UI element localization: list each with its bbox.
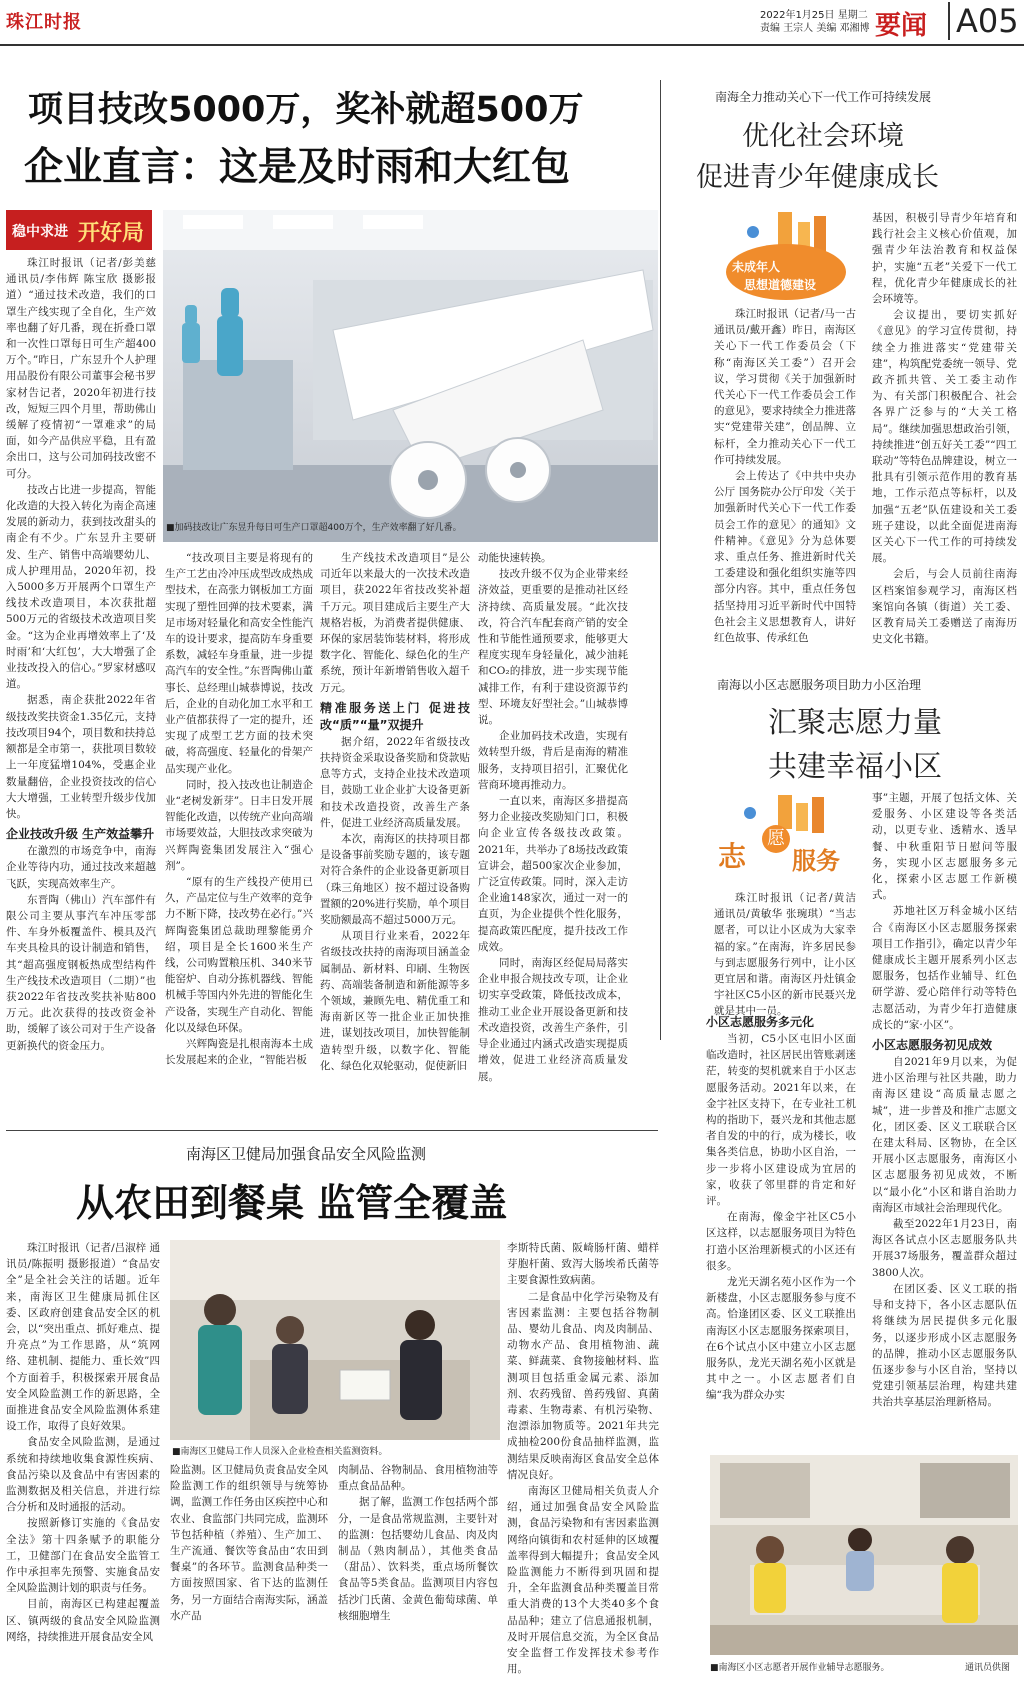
lead-title-line2: 企业直言：这是及时雨和大红包 <box>24 145 571 190</box>
paragraph: “技改项目主要是将现有的生产工艺由冷冲压成型改成热成型技术，在高张力钢板加工方面实现了塑性回弹的技术要素，满足市场对轻量化和高安全性能汽车的设计要求，提高防车身重要系数，减轻车身重量，进一步提高汽车的安全性。”东晋陶佛山董事长、总经理山城恭博说，技改后，企业的自动化加工水平和工业产值都获得了一定的提升，还实现了成型工艺方面的技术突破，将高强度、轻量化的骨架产品实现产业化。 <box>165 552 313 775</box>
paragraph: 据了解，监测工作包括两个部分，一是食品常规监测，主要针对的监测：包括婴幼儿食品、肉及肉制品（熟肉制品），其他类食品（甜品）、饮料类，重点场所餐饮食品等5类食品。监测项目内容包括沙门氏菌、金黄色葡萄球菌、单核细胞增生 <box>338 1496 498 1622</box>
lead-title-line1: 项目技改5000万，奖补就超500万 <box>28 90 584 130</box>
paragraph: 截至2022年1月23日，南海区各试点小区志愿服务队共开展37场服务，覆盖群众超过3800人次。 <box>872 1218 1017 1279</box>
volunteer-logo-text1: 志 <box>718 840 747 873</box>
youth-title-line1: 优化社会环境 <box>742 121 904 152</box>
paragraph: 自2021年9月以来，为促进小区治理与社区共融，助力南海区建设“高质量志愿之城”，进一步普及和推广志愿文化，团区委、区义工联联合区在建太科局、区物协，在全区开展小区志愿服务，南海区小区志愿服务初见成效，不断以“最小化”小区和谐自治助力南海区市域社会治理现代化。 <box>872 1056 1017 1214</box>
paragraph: 据悉，南企获批2022年省级技改奖扶资金1.35亿元，支持技改项目94个，项目数和扶持总额都是全市第一，获批项目数较上一年度猛增104%，受惠企业数量翻倍，企业投资技改的信心大大增强，工业转型升级步伐加快。 <box>6 694 156 820</box>
paragraph: 从项目行业来看，2022年省级技改扶持的南海项目涵盖金属制品、新材料、印刷、生物医药、高端装备制造和新能源等多个领域，兼顾先电、精优重工和海南新区等一批企业正加快推进，谋划技改项目，加快智能制造转型升级，以数字化、智能化、绿色化双轮驱动，促使新旧 <box>320 930 470 1072</box>
volunteer-logo <box>716 795 856 885</box>
lead-column-2 <box>165 550 313 1067</box>
paragraph: 技改升级不仅为企业带来经济效益，更重要的是推动社区经济持续、高质量发展。“此次技改，符合汽车配套商产销的安全性和节能性通预要求，能够更大程度实现车身轻量化，减少油耗和CO₂的排放，进一步实现节能减排工作，有利于建设资源节约型、环境友好型社会。”山城恭博说。 <box>478 568 628 727</box>
paragraph: 据介绍，2022年省级技改扶持资金采取设备奖励和贷款贴息等方式，支持企业技术改造项目，鼓励工业企业扩大设备更新和技术改造投资，改善生产条件，促进工业经济高质量发展。 <box>320 735 470 829</box>
food-photo <box>170 1240 500 1440</box>
paragraph: 当初，C5小区屯旧小区面临改造时，社区居民出管账剥迷茫，转变的契机就来自于小区志愿服务活动。2021年以来，在金宇社区支持下，在专业社工机构的指助下，聂兴龙和其他志愿者自发的中的行，成为楼长，收集各类信息，协助小区自治，一步一步将小区建设成为宜居的家，收获了邻里群的肯定和好评。 <box>706 1033 856 1208</box>
youth-column-right <box>872 210 1017 646</box>
paragraph: 同时，南海区经促局局落实企业申报合规技改专项，让企业切实享受政策，降低技改成本，推动工业企业开展设备更新和技术改造投资，改善生产条件，引导企业通过内涵式改造实现提质增效，促进工业经济高质量发展。 <box>478 957 628 1083</box>
paragraph: 会后，与会人员前往南海区档案馆参观学习，南海区档案馆向各镇（街道）关工委、区教育局关工委赠送了南海历史文化书籍。 <box>872 568 1017 646</box>
factory-photo <box>163 210 658 542</box>
youth-logo-text2: 思想道德建设 <box>744 278 817 292</box>
paragraph: 南海区卫健局相关负责人介绍，通过加强食品安全风险监测，食品污染物和有害因素监测网络向镇街和农村延伸的区域覆盖率得到大幅提升；食品安全风险监测能力不断得到巩固和提升，全年监测食品种类覆盖目常重大消费的13个大类40多个食品品种；建立了信息通报机制，及时开展信息交流，为全区食品安全监督工作发挥技术参考作用。 <box>507 1485 659 1676</box>
volunteer-photo <box>710 1455 1018 1655</box>
paragraph: 二是食品中化学污染物及有害因素监测：主要包括谷物制品、婴幼儿食品、肉及肉制品、动物水产品、食用植物油、蔬菜、鲜蔬菜、食物接触材料、监测项目包括重金属元素、添加剂、农药残留、兽药残留、真菌毒素、生物毒素、有机污染物、泡漂添加物质等。2021年共完成抽检200份食品抽样监测，监测结果反映南海区食品安全总体情况良好。 <box>507 1290 659 1481</box>
paragraph: 在团区委、区义工联的指导和支持下，各小区志愿队伍将继续为居民提供多元化服务，以逐步形成小区志愿服务的品牌，推动小区志愿服务队伍逐步参与小区自治，坚持以党建引领基层治理，构建共建共治共享基层治理新格局。 <box>872 1282 1017 1409</box>
date: 2022年1月25日 星期二 <box>760 10 868 21</box>
paragraph: 动能快速转换。 <box>478 552 552 564</box>
volunteer-logo-text3: 服务 <box>792 847 840 875</box>
paragraph: 本次，南海区的扶持项目都是设备事前奖励专题的，该专题对符合条件的企业设备更新项目（珠三角地区）按不超过设备购置额的20%进行奖励，单个项目奖励额最高不超过5000万元。 <box>320 833 470 927</box>
section-divider <box>6 1130 658 1131</box>
food-photo-illustration <box>170 1240 500 1440</box>
paragraph: 兴辉陶瓷是扎根南海本土成长发展起来的企业，“智能岩板 <box>165 1038 313 1067</box>
paragraph: 肉制品、谷物制品、食用植物油等重点食品品种。 <box>338 1464 498 1493</box>
food-column-2 <box>170 1462 328 1675</box>
lead-photo-caption: ■加码技改让广东昱升每日可生产口罩超400万个，生产效率翻了好几番。 <box>166 523 462 533</box>
youth-kicker: 南海全力推动关心下一代工作可持续发展 <box>715 90 932 104</box>
factory-photo-illustration <box>163 210 658 542</box>
food-title: 从农田到餐桌 监管全覆盖 <box>76 1181 508 1225</box>
youth-title-line2: 促进青少年健康成长 <box>696 162 939 193</box>
paragraph: 珠江时报讯（记者/马一古 通讯员/戴开鑫）昨日，南海区关心下一代工作委员会（下称“南海区关工委”）召开会议，学习贯彻《关于加强新时代关心下一代工作委员会工作的意见》，要求持续全力推进落实“党建带关建”，创品牌、立标杆，全力推动关心下一代工作可持续发展。 <box>714 308 856 466</box>
section-name: 要闻 <box>875 11 928 41</box>
lead-column-1 <box>6 255 156 1052</box>
page-number: A05 <box>948 2 1019 40</box>
masthead <box>0 0 1024 46</box>
volunteer-column-left <box>714 890 856 1018</box>
food-kicker: 南海区卫健局加强食品安全风险监测 <box>186 1145 427 1163</box>
volunteer-column-right <box>872 790 1017 1450</box>
paragraph: 会上传达了《中共中央办公厅 国务院办公厅印发〈关于加强新时代关心下一代工作委员会工作的意见〉的通知》文件精神。《意见》分为总体要求、重点任务、推进新时代关工委建设和强化组织实施等四部分内容。其中，重点任务包括坚持用习近平新时代中国特色社会主义思想教育人，讲好红色故事、传承红色 <box>714 470 856 645</box>
newspaper-logo: 珠江时报 <box>6 12 82 33</box>
paragraph: 苏地社区万科金城小区结合《南海区小区志愿服务探索项目工作指引》，确定以青少年健康成长主题开展系列小区志愿服务，包括作业辅导、红色研学游、爱心陪伴行动等特色志愿活动，为青少年打造健康成长的“家·小区”。 <box>872 905 1017 1031</box>
food-column-4 <box>507 1240 659 1675</box>
paragraph: 企业加码技术改造，实现有效转型升级，背后是南海的精准服务，支持项目招引，汇聚优化营商环境再推动力。 <box>478 730 628 791</box>
youth-logo-text1: 未成年人 <box>732 260 781 274</box>
paragraph: 险监测。区卫健局负责食品安全风险监测工作的组织领导与统筹协调，监测工作任务由区疾控中心和农业、食监部门共同完成，监测环节包括种植（养殖）、生产加工、生产流通、餐饮等食品由“农田到餐桌”的各环节。监测食品种类一方面按照国家、省下达的监测任务，另一方面结合南海实际，涵盖水产品 <box>170 1464 328 1622</box>
paragraph: 基因，积极引导青少年培育和践行社会主义核心价值观，加强青少年法治教育和权益保护，实施“五老”关爱下一代工程，优化青少年健康成长的社会环境等。 <box>872 212 1017 306</box>
volunteer-photo-credit: 通讯员供图 <box>965 1663 1011 1673</box>
editors: 责编 王宗人 美编 邓湘博 <box>760 23 870 34</box>
lead-subheading-2: 精准服务送上门 促进技改“质”“量”双提升 <box>320 700 470 732</box>
paragraph: 东晋陶（佛山）汽车部件有限公司主要从事汽车冲压零部件、车身外板覆盖件、模具及汽车夹具检具的设计制造和销售，其“超高强度钢板热成型结构件生产线技术改造项目（二期）”也获2022年省技改奖扶补贴800万元。此次获得的技改资金补助，缓解了该公司对于生产设备更新换代的资金压力。 <box>6 893 156 1052</box>
paragraph: 在南海，像金宇社区C5小区这样，以志愿服务项目为特色打造小区治理新模式的小区还有很多。 <box>706 1211 856 1272</box>
paragraph: 会议提出，要切实抓好《意见》的学习宣传贯彻，持续全力推进落实“党建带关建”，构筑配党委统一领导、党政齐抓共管、关工委主动作为、有关部门积极配合、社会各界广泛参与的“大关工格局”。继续加强思想政治引领，持续推进“创五好关工委”“四工联动”等特色品牌建设，树立一批具有引领示范作用的教育基地，工作示范点等标杆，以及加强“五老”队伍建设和关工委班子建设，以此全面促进南海区关心下一代工作的可持续发展。 <box>872 309 1017 565</box>
volunteer-subheading-left: 小区志愿服务多元化 <box>706 1015 815 1029</box>
paragraph: 事”主题，开展了包括文体、关爱服务、小区建设等各类活动，以更专业、透精水、透早餐、中秋重阳节日慰问等服务，实现小区志愿服务多元化，探索小区志愿工作新模式。 <box>872 792 1017 902</box>
volunteer-photo-caption: ■南海区小区志愿者开展作业辅导志愿服务。 <box>710 1663 890 1673</box>
lead-subheading-1: 企业技改升级 生产效益攀升 <box>6 827 155 842</box>
volunteer-column-left-b <box>706 1010 856 1450</box>
youth-logo <box>718 212 858 302</box>
food-column-1 <box>6 1240 160 1675</box>
paragraph: 按照新修订实施的《食品安全法》第十四条赋予的职能分工，卫健部门在食品安全监管工作中承担率先预警、实施食品安全风险监测计划的职责与任务。 <box>6 1517 160 1595</box>
volunteer-photo-illustration <box>710 1455 1018 1655</box>
paragraph: 生产线技术改造项目”是公司近年以来最大的一次技术改造项目，获2022年省技改奖补超千万元。项目建成后主要生产大规格岩板，为消费者提供健康、环保的家居装饰装材料，将形成数字化、智能化、绿色化的生产系统，预计年新增销售收入超千万元。 <box>320 552 470 694</box>
paragraph: 珠江时报讯（记者/彭美慈 通讯员/李伟辉 陈宝欣 摄影报道）“通过技术改造，我们的口罩生产线实现了全自化，生产效率也翻了好几番，现在折叠口罩和一次性口罩每日可生产超400万个。”昨日，广东昱升个人护理用品股份有限公司董事会秘书罗家材告记者，2020年初进行技改，短短三四个月里，帮助佛山缓解了疫情初“一罩难求”的局面，如今产品供应平稳，且有盈余出口，这与公司加码技改密不可分。 <box>6 257 156 480</box>
lead-column-4 <box>478 550 628 1083</box>
dateline <box>760 9 870 35</box>
paragraph: 李斯特氏菌、阪崎肠杆菌、蜡样芽胞杆菌、致泻大肠埃希氏菌等主要食源性致病菌。 <box>507 1242 659 1287</box>
volunteer-title-line1: 汇聚志愿力量 <box>768 705 943 739</box>
paragraph: 目前，南海区已构建起覆盖区、镇两级的食品安全风险监测网络，持续推进开展食品安全风 <box>6 1598 160 1643</box>
paragraph: “原有的生产线投产使用已久，产品定位与生产效率的竞争力不断下降，技改势在必行。”兴辉陶瓷集团总裁助理黎能勇介绍，项目是全长1600米生产线，公司购置粮压机、340米节能窑炉、自动分拣机器线、智能机械手等国内外先进的智能化生产设备，实现生产自动化、智能化以及绿色环保。 <box>165 876 313 1034</box>
badge-text-b: 开好局 <box>78 221 145 246</box>
paragraph: 同时，投入技改也让制造企业“老树发新芽”。日丰日发开展智能化改造，以传统产业向高端市场要效益，大胆技改求突破为兴辉陶瓷集团发展注入“强心剂”。 <box>165 778 313 872</box>
volunteer-logo-text2: 愿 <box>762 825 790 853</box>
food-photo-caption: ■南海区卫健局工作人员深入企业检查相关监测资料。 <box>172 1447 388 1457</box>
youth-column-left <box>714 306 856 645</box>
food-column-3 <box>338 1462 498 1675</box>
volunteer-kicker: 南海以小区志愿服务项目助力小区治理 <box>717 678 922 692</box>
column-badge <box>6 210 152 250</box>
paragraph: 珠江时报讯（记者/黄洁 通讯员/黄敏华 张琬琪）“当志愿者，可以让小区成为大家幸福的家。”在南海，许多居民参与到志愿服务行列中，让小区更宜居和谐。南海区丹灶镇金宇社区C5小区的新市民聂兴龙就是其中一员。 <box>714 892 856 1018</box>
paragraph: 在激烈的市场竞争中，南海企业等待内功，通过技改来超越飞跃，实现高效率生产。 <box>6 845 156 890</box>
volunteer-title-line2: 共建幸福小区 <box>768 749 943 783</box>
paragraph: 龙光天湖名苑小区作为一个新楼盘，小区志愿服务参与度不高。恰逢团区委、区义工联推出南海区小区志愿服务探索项目，在6个试点小区中建立小区志愿服务队，龙光天湖名苑小区就是其中之一。小区志愿者们自编“我为群众办实 <box>706 1276 856 1402</box>
lead-column-3 <box>320 550 470 1072</box>
paragraph: 食品安全风险监测，是通过系统和持续地收集食源性疾病、食品污染以及食品中有害因素的监测数据及相关信息，并进行综合分析和及时通报的活动。 <box>6 1436 160 1514</box>
volunteer-subheading-right: 小区志愿服务初见成效 <box>872 1038 993 1053</box>
badge-text-a: 稳中求进 <box>12 224 68 240</box>
paragraph: 一直以来，南海区多措提高努力企业接改奖励知门口，积极向企业宣传各级技改政策。2021年，共举办了8场技改政策宣讲会，超500家次企业参加，广泛宣传政策。同时，深入走访企业逾148家次，通过一对一的直页，为企业提供个性化服务，提高政策匹配度，提升技改工作成效。 <box>478 795 628 953</box>
paragraph: 技改占比进一步提高，智能化改造的大投入转化为南企高速发展的新动力，获到技改甜头的南企有不少。广东昱升主要研发、生产、销售中高端婴幼儿、成人护理用品，2020年初，投入5000多万开展两个口罩生产线技术改造项目，本次获批超500万元的省级技术改造项目奖金。“这为企业再增效率上了‘及时雨’和‘大红包’，大大增强了企业技改投入的信心。”罗家材感叹道。 <box>6 483 156 691</box>
column-divider <box>660 80 661 1040</box>
paragraph: 珠江时报讯（记者/吕淑梓 通讯员/陈振明 摄影报道）“食品安全”是全社会关注的话题。近年来，南海区卫生健康局抓住区委、区政府创建食品安全区的机会，以“突出重点、抓好难点、提升亮点”为工作思路，从“筑网络、建机制、提能力、重长效”四个方面着手，积极探索开展食品安全风险监测工作的新思路，全面推进食品安全风险监测体系建设工作，取得了良好效果。 <box>6 1242 160 1433</box>
